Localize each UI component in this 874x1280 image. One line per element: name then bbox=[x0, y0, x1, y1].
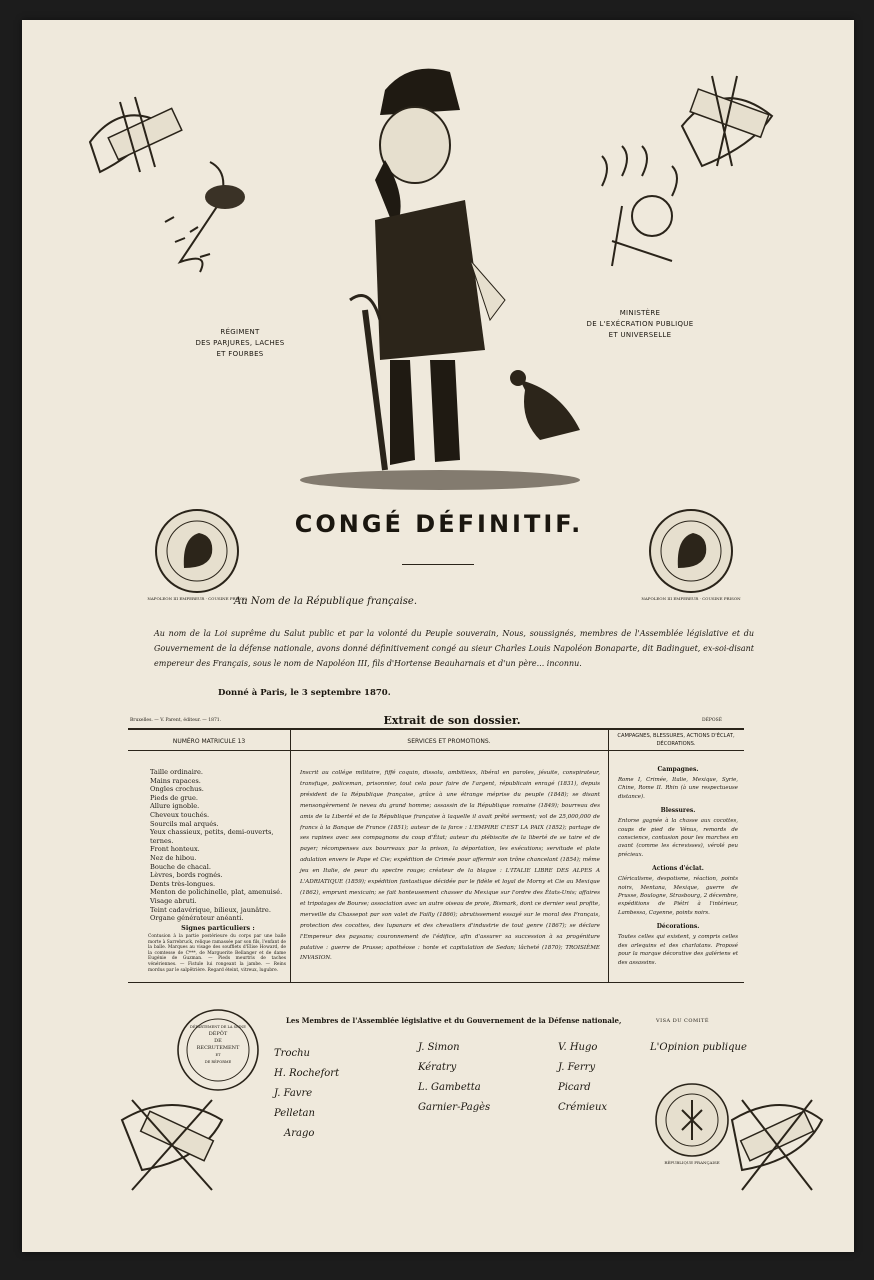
top-left-emblem bbox=[80, 82, 260, 282]
header-campaigns: CAMPAGNES, BLESSURES, ACTIONS D'ÉCLAT, DÉCORATIONS. bbox=[617, 733, 735, 747]
signature: Pelletan bbox=[274, 1108, 315, 1119]
stamp-line: DÉPARTEMENT DE LA SEINE bbox=[190, 1025, 246, 1029]
extract-title: Extrait de son dossier. bbox=[383, 714, 521, 727]
description-item: Ongles crochus. bbox=[150, 785, 204, 794]
signature: H. Rochefort bbox=[274, 1068, 340, 1079]
description-item: Organe générateur anéanti. bbox=[150, 914, 244, 923]
description-item: Sourcils mal arqués. bbox=[150, 819, 219, 828]
campaigns-column bbox=[618, 766, 738, 967]
right-caption-line: DE L'EXÉCRATION PUBLIQUE bbox=[586, 320, 694, 328]
signature: L'Opinion publique bbox=[650, 1042, 747, 1053]
table-header-rule bbox=[128, 750, 744, 751]
right-caption-line: MINISTÈRE bbox=[619, 309, 661, 317]
top-right-emblem bbox=[592, 66, 792, 276]
left-caption-line: DES PARJURES, LACHES bbox=[195, 339, 285, 347]
poster-title: CONGÉ DÉFINITIF. bbox=[294, 510, 584, 538]
signature: Crémieux bbox=[558, 1102, 608, 1113]
description-item: Dents très-longues. bbox=[150, 879, 216, 888]
left-caption-line: RÉGIMENT bbox=[220, 328, 260, 336]
description-item: Taille ordinaire. bbox=[150, 768, 204, 776]
bottom-right-emblem bbox=[722, 1090, 832, 1210]
signature: L. Gambetta bbox=[418, 1082, 481, 1093]
deposit-mark: DÉPOSÉ bbox=[702, 718, 722, 723]
description-item: Nez de hibou. bbox=[150, 853, 197, 862]
campaign-title: Actions d'éclat. bbox=[652, 865, 704, 873]
members-line: Les Membres de l'Assemblée législative et du Gouvernement de la Défense nationale, bbox=[286, 1016, 622, 1025]
campaign-title: Décorations. bbox=[656, 923, 700, 931]
stamp-line: ET bbox=[215, 1053, 221, 1057]
campaign-text: Cléricalisme, despotisme, réaction, points noirs, Mentana, Mexique, guerre de Prusse, Boulogne, Strasbourg, 2 décembre, expéditions de Piétri à l'intérieur, Lambessa, Cayenne, points noirs. bbox=[618, 876, 738, 916]
republic-seal-text: RÉPUBLIQUE FRANÇAISE bbox=[664, 1160, 720, 1165]
description-item: Bouche de chacal. bbox=[150, 862, 211, 871]
republic-seal-icon bbox=[654, 1082, 730, 1158]
table-divider-1 bbox=[290, 728, 291, 982]
salutation: Au Nom de la République française. bbox=[234, 596, 418, 607]
printer-credit: Bruxelles. — V. Parent, éditeur. — 1871. bbox=[130, 718, 222, 723]
description-list bbox=[150, 768, 286, 923]
title-divider bbox=[402, 564, 474, 565]
right-caption-line: ET UNIVERSELLE bbox=[608, 331, 672, 339]
right-caption bbox=[570, 308, 710, 341]
left-caption bbox=[180, 327, 300, 360]
table-bottom-rule bbox=[128, 982, 744, 983]
campaign-title: Blessures. bbox=[660, 807, 696, 815]
signes-text: Contusion à la partie postérieure du corps par une balle morte à Sarrebruck, relique ramassée par son fils, l'enfant de la balle. Marques au visage des soufflets d'Elise Howard, de la comtesse de C***, de Marguerite Bellanger et de dame Eugénie de Guzman. — Pieds meurtris de taches vénériennes. — Fistule lui rongeant la jambe. — Reins mordus par le salpêtrière. Regard éteint, vitreux, lugubre. bbox=[148, 934, 286, 973]
table-divider-2 bbox=[608, 728, 609, 982]
signature: Arago bbox=[284, 1128, 315, 1139]
caricature-illustration bbox=[290, 60, 590, 500]
description-item: Allure ignoble. bbox=[150, 802, 200, 811]
description-item: Lèvres, bords rognés. bbox=[150, 871, 223, 880]
services-text: Inscrit au collége militaire, fiffé coquin, dissolu, ambitieux, libéral en paroles, jésuite, conspirateur, transfuge, policeman, prisonnier, tout cela pour faire de l'argent, républicain enragé (1831), depuis président de la République française, grâce à une étrange méprise du peuple (1848); se disant mensongèrement le neveu du grand homme; assassin de la République romaine (1849); bourreau des amis de la Liberté et de la République française à laquelle il avait prêté serment; vol de 25,000,000 de francs à la Banque de France (1851); auteur de la farce : L'EMPIRE C'EST LA PAIX (1852); partage de ses rapines avec ses compagnons du coup d'État; auteur du plébiscite de la liberté de se taire et de payer; récompenses aux bourreaux par la prison, la déportation, les exécutions; servitude et plate adulation envers le Pape et Cie; expédition de Crimée pour affermir son trône chancelant (1854); même jeu en Italie, de peur du spectre rouge; créateur de la blague : L'ITALIE LIBRE DES ALPES A L'ADRIATIQUE (1859); expédition fantastique décidée par le fidèle et loyal de Morny et Cie au Mexique (1862), emprunt mexicain; se fait honteusement chasser du Mexique sur l'ordre des États-Unis; affaires et tripotages de Bourse; association avec un autre oiseau de proie, Bismark, dont ce dernier seul profite, merveille du Chassepot par son valet de Failly (1866); abrutissement essayé sur le moral des Français, protection des cocottes, des lupanars et des chevaliers d'industrie de tout genre (1867); se déclare l'Empereur des paysans; couronnement de l'édifice, afin d'assurer sa succession à sa progéniture putative : guerre de Prusse; apothéose : honte et capitulation de Sedan; lâcheté (1870); TROISIÈME INVASION. bbox=[300, 770, 600, 962]
given-date: Donné à Paris, le 3 septembre 1870. bbox=[218, 688, 391, 698]
stamp-line: DÉPÔT bbox=[208, 1031, 228, 1037]
left-caption-line: ET FOURBES bbox=[216, 350, 264, 358]
description-item: Yeux chassieux, petits, demi-ouverts, ternes. bbox=[150, 828, 274, 845]
description-item: Pieds de grue. bbox=[150, 793, 198, 802]
header-matricule: NUMÉRO MATRICULE 13 bbox=[172, 738, 246, 745]
table-top-rule bbox=[128, 728, 744, 730]
bottom-left-emblem bbox=[102, 1090, 252, 1210]
signature: Kératry bbox=[418, 1062, 457, 1073]
description-item: Mains rapaces. bbox=[150, 776, 201, 785]
signature: Picard bbox=[558, 1082, 591, 1093]
campaign-title: Campagnes. bbox=[657, 766, 699, 773]
signature: J. Favre bbox=[274, 1088, 313, 1099]
medal-right-icon bbox=[648, 508, 734, 594]
decree-text: Au nom de la Loi suprême du Salut public et par la volonté du Peuple souverain, Nous, soussignés, membres de l'Assemblée législative et du Gouvernement de la défense nationale, avons donné définitivement congé au sieur Charles Louis Napoléon Bonaparte, dit Badinguet, ex-soi-disant empereur des Français, sous le nom de Napoléon III, fils d'Hortense Beauharnais et d'un père... inconnu. bbox=[154, 629, 754, 668]
description-item: Menton de polichinelle, plat, amenuisé. bbox=[150, 888, 283, 897]
poster-sheet bbox=[22, 20, 854, 1252]
signes-title: Signes particuliers : bbox=[181, 924, 255, 932]
stamp-line: DE RÉFORME bbox=[204, 1060, 232, 1064]
header-services: SERVICES ET PROMOTIONS. bbox=[407, 738, 491, 745]
description-item: Visage abruti. bbox=[150, 896, 197, 905]
campaign-text: Entorse gagnée à la chasse aux cocottes, coups de pied de Vénus, remords de conscience, contusion pour les marches en avant (comme les écrevisses), vérolé peu précieux. bbox=[618, 818, 738, 858]
signature: Garnier-Pagès bbox=[418, 1102, 491, 1113]
stamp-line: DE bbox=[214, 1038, 222, 1044]
signature: J. Ferry bbox=[558, 1062, 596, 1073]
description-item: Teint cadavérique, bilieux, jaunâtre. bbox=[150, 905, 271, 914]
medal-left-text: NAPOLEON III EMPEREUR · COUSINE PRISON bbox=[147, 596, 247, 601]
stamp-line: RECRUTEMENT bbox=[196, 1045, 240, 1051]
campaign-text: Rome I, Crimée, Italie, Mexique, Syrie, Chine, Rome II. Rhin (à une respectueuse distance). bbox=[618, 777, 738, 800]
recruitment-stamp-text bbox=[186, 1024, 250, 1066]
signature: Trochu bbox=[274, 1048, 310, 1059]
signature: J. Simon bbox=[418, 1042, 460, 1053]
medal-right-text: NAPOLEON III EMPEREUR · COUSINE PRISON bbox=[641, 596, 741, 601]
visa-label: VISA DU COMITÉ bbox=[656, 1018, 710, 1024]
campaign-text: Toutes celles qui existent, y compris celles des arlequins et des charlatans. Proposé pour la marque décorative des galériens et des assassins. bbox=[618, 934, 738, 966]
description-item: Front honteux. bbox=[150, 845, 200, 854]
signature: V. Hugo bbox=[558, 1042, 598, 1053]
medal-left-icon bbox=[154, 508, 240, 594]
description-item: Cheveux touchés. bbox=[150, 810, 210, 819]
